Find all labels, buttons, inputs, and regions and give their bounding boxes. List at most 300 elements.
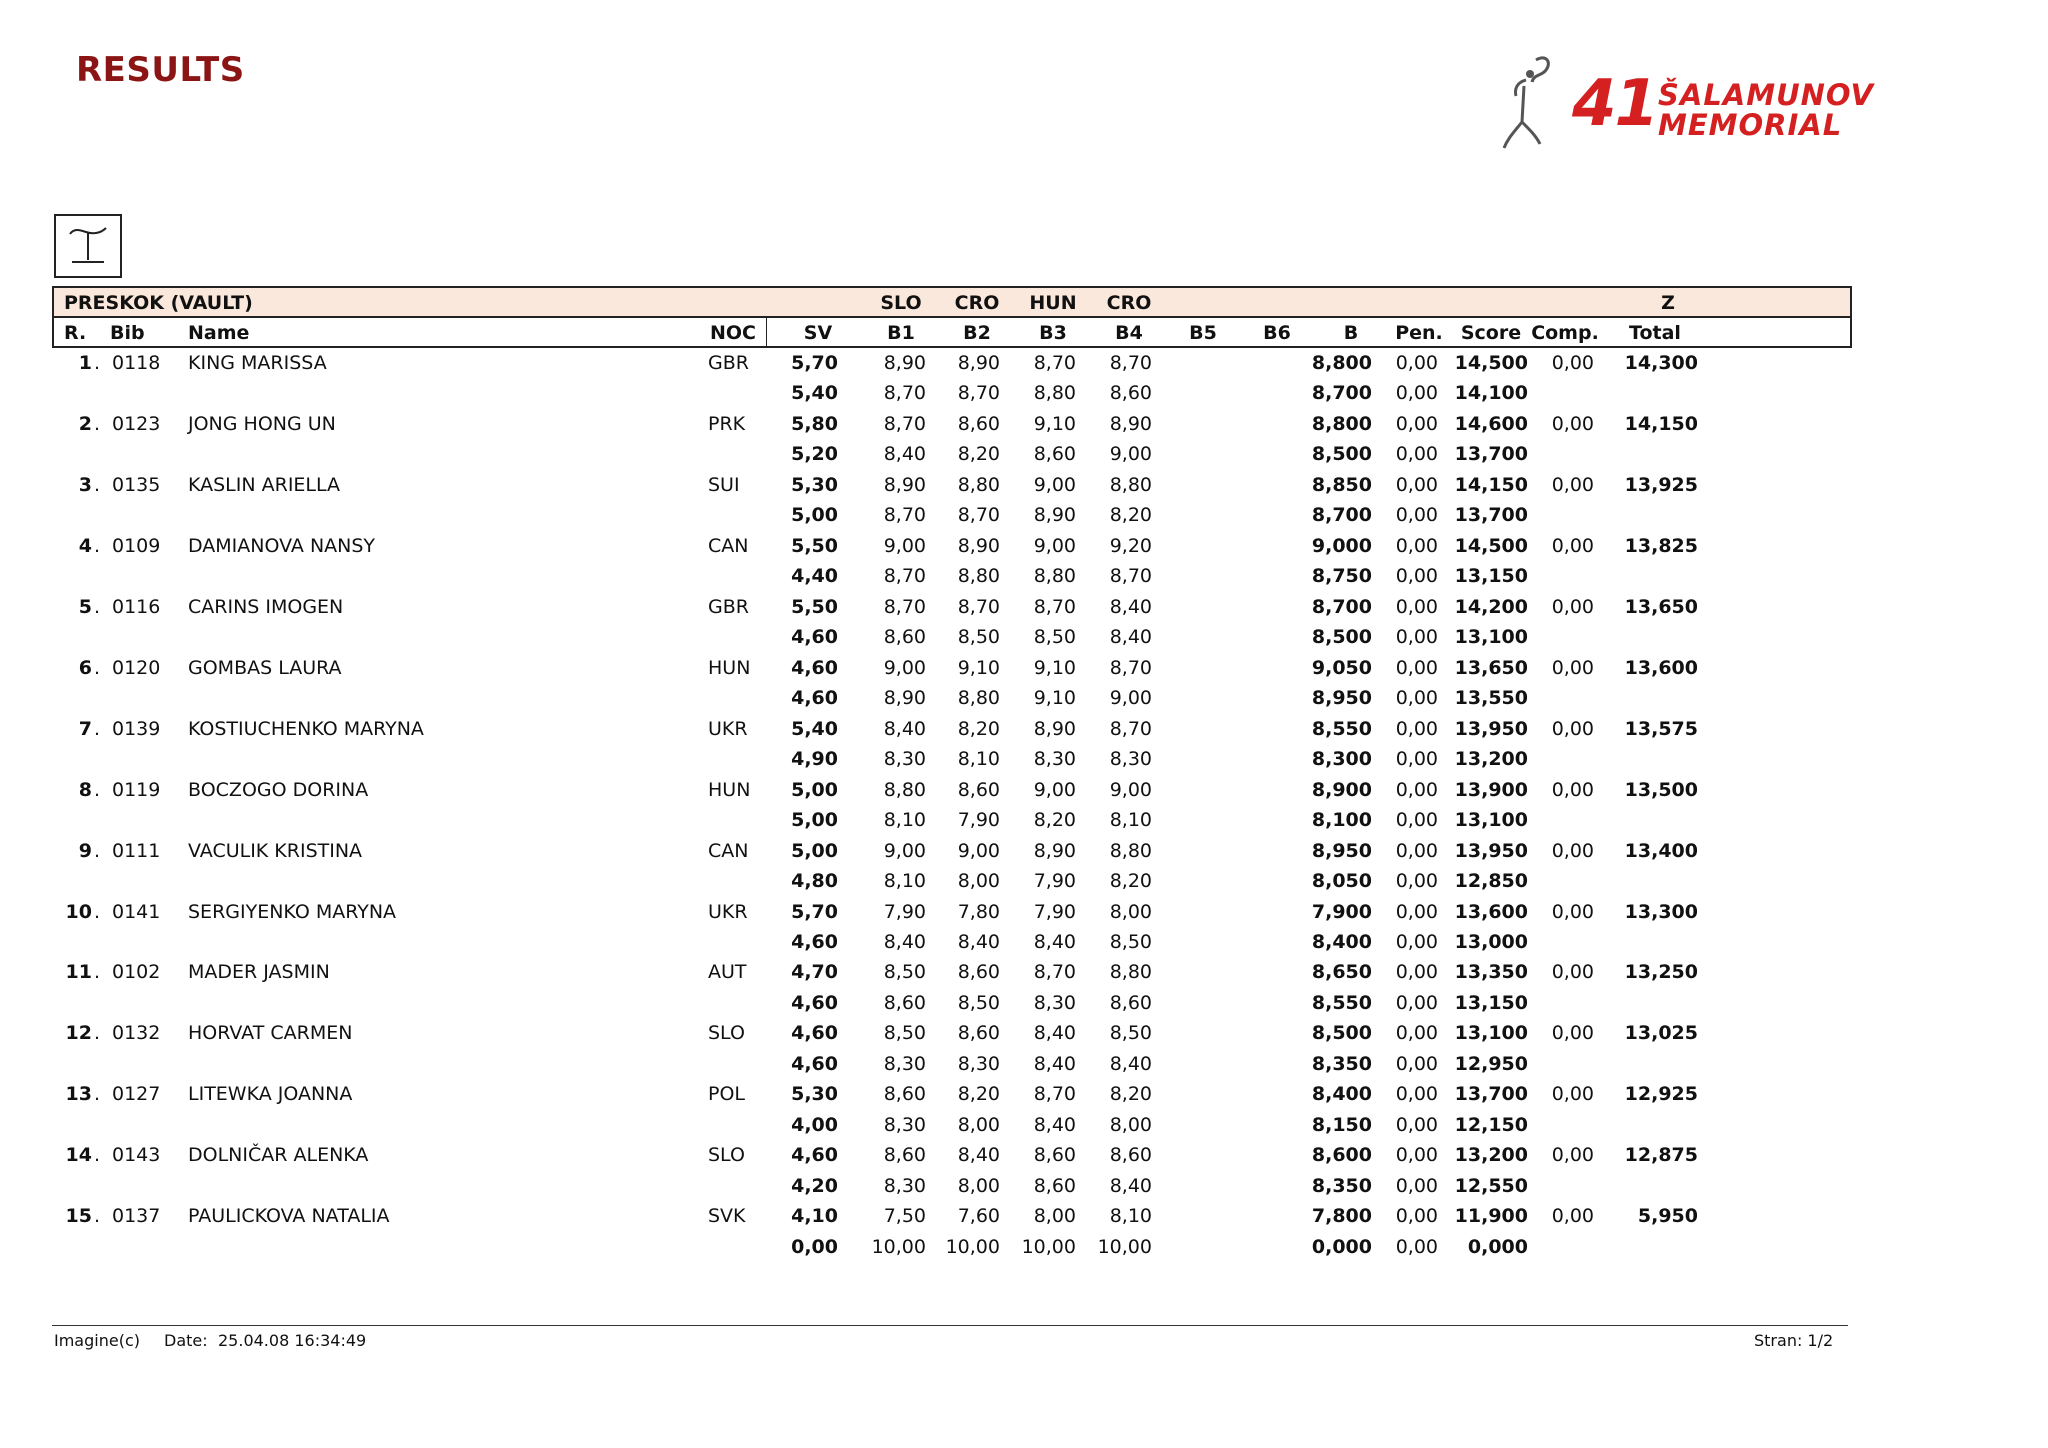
col-b2: B2	[963, 322, 991, 344]
cell-sv: 5,40	[791, 382, 838, 404]
cell-b1: 8,10	[883, 870, 926, 892]
cell-b3: 8,60	[1033, 1144, 1076, 1166]
table-row-second-vault	[52, 561, 1852, 591]
cell-b3: 8,60	[1033, 443, 1076, 465]
col-b6: B6	[1263, 322, 1291, 344]
cell-b2: 8,40	[957, 931, 1000, 953]
cell-b2: 8,80	[957, 565, 1000, 587]
cell-b4: 8,70	[1109, 352, 1152, 374]
cell-bib: 0120	[112, 657, 161, 679]
cell-noc: HUN	[708, 779, 751, 801]
cell-b: 8,850	[1311, 474, 1372, 496]
cell-score: 13,100	[1454, 1022, 1528, 1044]
cell-b2: 8,00	[957, 1114, 1000, 1136]
cell-pen: 0,00	[1395, 565, 1438, 587]
cell-total: 13,825	[1624, 535, 1698, 557]
cell-b4: 8,40	[1109, 1175, 1152, 1197]
cell-b: 8,050	[1311, 870, 1372, 892]
cell-comp: 0,00	[1551, 1022, 1594, 1044]
cell-rank: 1	[78, 352, 92, 374]
judge-nation-1: SLO	[880, 292, 922, 314]
cell-name: JONG HONG UN	[188, 413, 336, 435]
cell-pen: 0,00	[1395, 809, 1438, 831]
col-b: B	[1343, 322, 1359, 344]
logo-line1: ŠALAMUNOV	[1658, 78, 1874, 112]
cell-b1: 8,90	[883, 352, 926, 374]
cell-b2: 8,60	[957, 1022, 1000, 1044]
cell-sv: 4,60	[791, 657, 838, 679]
cell-noc: POL	[708, 1083, 745, 1105]
col-rank: R.	[64, 322, 87, 344]
cell-b: 8,400	[1311, 1083, 1372, 1105]
cell-pen: 0,00	[1395, 352, 1438, 374]
cell-comp: 0,00	[1551, 596, 1594, 618]
cell-comp: 0,00	[1551, 718, 1594, 740]
cell-noc: SLO	[708, 1022, 745, 1044]
cell-b3: 8,90	[1033, 840, 1076, 862]
cell-b2: 8,70	[957, 504, 1000, 526]
cell-b: 0,000	[1311, 1236, 1372, 1258]
cell-b1: 7,90	[883, 901, 926, 923]
cell-score: 13,700	[1454, 443, 1528, 465]
cell-pen: 0,00	[1395, 657, 1438, 679]
cell-b2: 8,20	[957, 443, 1000, 465]
cell-b: 8,700	[1311, 382, 1372, 404]
cell-pen: 0,00	[1395, 504, 1438, 526]
table-row-second-vault	[52, 744, 1852, 774]
cell-total: 13,650	[1624, 596, 1698, 618]
cell-score: 11,900	[1454, 1205, 1528, 1227]
cell-noc: UKR	[708, 901, 748, 923]
cell-total: 14,300	[1624, 352, 1698, 374]
cell-b3: 8,70	[1033, 961, 1076, 983]
cell-score: 13,200	[1454, 1144, 1528, 1166]
cell-score: 13,150	[1454, 992, 1528, 1014]
header-divider	[766, 318, 767, 348]
cell-name: GOMBAS LAURA	[188, 657, 342, 679]
cell-rank: 12	[65, 1022, 92, 1044]
cell-name: SERGIYENKO MARYNA	[188, 901, 397, 923]
cell-b3: 8,70	[1033, 1083, 1076, 1105]
cell-sv: 5,20	[791, 443, 838, 465]
cell-b: 8,550	[1311, 992, 1372, 1014]
cell-pen: 0,00	[1395, 626, 1438, 648]
cell-b4: 8,40	[1109, 626, 1152, 648]
cell-b1: 8,70	[883, 413, 926, 435]
logo-line2: MEMORIAL	[1658, 108, 1843, 142]
cell-sv: 4,60	[791, 992, 838, 1014]
cell-total: 13,250	[1624, 961, 1698, 983]
cell-total: 12,875	[1624, 1144, 1698, 1166]
cell-pen: 0,00	[1395, 535, 1438, 557]
cell-name: DOLNIČAR ALENKA	[188, 1144, 369, 1166]
cell-rank: 8	[78, 779, 92, 801]
cell-b: 8,500	[1311, 626, 1372, 648]
cell-b4: 9,00	[1109, 443, 1152, 465]
cell-pen: 0,00	[1395, 1053, 1438, 1075]
table-row-second-vault	[52, 866, 1852, 896]
cell-bib: 0141	[112, 901, 161, 923]
cell-name: HORVAT CARMEN	[188, 1022, 353, 1044]
cell-sv: 4,60	[791, 1022, 838, 1044]
cell-bib: 0111	[112, 840, 161, 862]
cell-b2: 8,00	[957, 870, 1000, 892]
cell-pen: 0,00	[1395, 443, 1438, 465]
cell-b4: 8,10	[1109, 1205, 1152, 1227]
cell-score: 14,500	[1454, 352, 1528, 374]
cell-noc: GBR	[708, 352, 749, 374]
cell-b2: 8,30	[957, 1053, 1000, 1075]
table-row-second-vault	[52, 439, 1852, 469]
footer-divider	[52, 1325, 1848, 1326]
cell-b4: 8,50	[1109, 931, 1152, 953]
table-row	[52, 1018, 1852, 1048]
table-row-second-vault	[52, 1049, 1852, 1079]
cell-pen: 0,00	[1395, 961, 1438, 983]
cell-pen: 0,00	[1395, 1083, 1438, 1105]
cell-b1: 8,30	[883, 1114, 926, 1136]
judge-nation-2: CRO	[954, 292, 1000, 314]
cell-sv: 0,00	[791, 1236, 838, 1258]
cell-b1: 9,00	[883, 657, 926, 679]
judge-nation-4: CRO	[1106, 292, 1152, 314]
cell-pen: 0,00	[1395, 1236, 1438, 1258]
cell-score: 12,550	[1454, 1175, 1528, 1197]
cell-score: 14,500	[1454, 535, 1528, 557]
cell-name: CARINS IMOGEN	[188, 596, 344, 618]
cell-b4: 9,00	[1109, 687, 1152, 709]
cell-sv: 5,70	[791, 352, 838, 374]
table-row-second-vault	[52, 378, 1852, 408]
cell-b: 8,350	[1311, 1175, 1372, 1197]
cell-sv: 5,40	[791, 718, 838, 740]
cell-b2: 7,90	[957, 809, 1000, 831]
cell-sv: 5,50	[791, 535, 838, 557]
cell-bib: 0132	[112, 1022, 161, 1044]
cell-b1: 8,70	[883, 565, 926, 587]
footer-date: 25.04.08 16:34:49	[218, 1331, 367, 1350]
table-section-header	[52, 286, 1852, 318]
cell-comp: 0,00	[1551, 413, 1594, 435]
cell-name: MADER JASMIN	[188, 961, 330, 983]
cell-pen: 0,00	[1395, 992, 1438, 1014]
cell-score: 13,950	[1454, 840, 1528, 862]
table-row	[52, 714, 1852, 744]
footer-page: Stran: 1/2	[1754, 1331, 1834, 1350]
footer-software: Imagine(c)	[54, 1331, 140, 1350]
cell-b3: 9,00	[1033, 535, 1076, 557]
table-row-second-vault	[52, 1110, 1852, 1140]
cell-b1: 9,00	[883, 535, 926, 557]
cell-b2: 8,70	[957, 382, 1000, 404]
vault-apparatus-icon	[54, 214, 122, 278]
cell-b3: 9,10	[1033, 687, 1076, 709]
cell-b2: 8,20	[957, 718, 1000, 740]
section-title: PRESKOK (VAULT)	[64, 292, 253, 314]
cell-rank: 5	[78, 596, 92, 618]
cell-b4: 9,00	[1109, 779, 1152, 801]
rank-dot: .	[94, 901, 101, 923]
page-title: RESULTS	[76, 50, 245, 90]
cell-b: 8,150	[1311, 1114, 1372, 1136]
cell-score: 13,100	[1454, 626, 1528, 648]
cell-pen: 0,00	[1395, 1175, 1438, 1197]
cell-b4: 8,50	[1109, 1022, 1152, 1044]
cell-comp: 0,00	[1551, 961, 1594, 983]
cell-pen: 0,00	[1395, 1022, 1438, 1044]
cell-b1: 8,50	[883, 961, 926, 983]
cell-bib: 0116	[112, 596, 161, 618]
cell-b2: 8,60	[957, 779, 1000, 801]
col-b3: B3	[1039, 322, 1067, 344]
cell-b3: 8,40	[1033, 1053, 1076, 1075]
cell-total: 12,925	[1624, 1083, 1698, 1105]
cell-score: 14,150	[1454, 474, 1528, 496]
cell-score: 13,550	[1454, 687, 1528, 709]
cell-b4: 8,60	[1109, 1144, 1152, 1166]
cell-b4: 8,80	[1109, 961, 1152, 983]
cell-b4: 8,00	[1109, 1114, 1152, 1136]
cell-b3: 8,40	[1033, 1022, 1076, 1044]
cell-b1: 8,60	[883, 626, 926, 648]
table-row	[52, 409, 1852, 439]
cell-b4: 8,10	[1109, 809, 1152, 831]
cell-b: 8,800	[1311, 352, 1372, 374]
cell-b2: 8,90	[957, 352, 1000, 374]
cell-b2: 8,40	[957, 1144, 1000, 1166]
col-score: Score	[1460, 322, 1522, 344]
cell-rank: 14	[65, 1144, 92, 1166]
cell-b1: 8,40	[883, 931, 926, 953]
table-row-second-vault	[52, 1232, 1852, 1262]
cell-b2: 8,50	[957, 992, 1000, 1014]
cell-name: VACULIK KRISTINA	[188, 840, 363, 862]
cell-b1: 8,50	[883, 1022, 926, 1044]
cell-b2: 8,10	[957, 748, 1000, 770]
col-b5: B5	[1189, 322, 1217, 344]
table-row-second-vault	[52, 927, 1852, 957]
table-row	[52, 653, 1852, 683]
cell-rank: 7	[78, 718, 92, 740]
cell-score: 13,100	[1454, 809, 1528, 831]
cell-b4: 8,80	[1109, 840, 1152, 862]
rank-dot: .	[94, 718, 101, 740]
cell-pen: 0,00	[1395, 931, 1438, 953]
logo-number: 41	[1572, 67, 1658, 141]
cell-score: 14,600	[1454, 413, 1528, 435]
cell-b: 8,700	[1311, 504, 1372, 526]
col-total: Total	[1629, 322, 1681, 344]
cell-b3: 10,00	[1021, 1236, 1076, 1258]
cell-total: 13,575	[1624, 718, 1698, 740]
cell-total: 13,025	[1624, 1022, 1698, 1044]
cell-pen: 0,00	[1395, 901, 1438, 923]
cell-b3: 8,70	[1033, 352, 1076, 374]
rank-dot: .	[94, 657, 101, 679]
footer-date-label: Date:	[164, 1331, 208, 1350]
cell-b3: 8,80	[1033, 382, 1076, 404]
cell-b2: 7,60	[957, 1205, 1000, 1227]
cell-noc: SUI	[708, 474, 740, 496]
cell-b: 8,500	[1311, 1022, 1372, 1044]
cell-bib: 0109	[112, 535, 161, 557]
cell-sv: 4,60	[791, 687, 838, 709]
cell-sv: 5,30	[791, 1083, 838, 1105]
cell-b2: 8,60	[957, 413, 1000, 435]
table-row-second-vault	[52, 805, 1852, 835]
cell-sv: 4,60	[791, 1144, 838, 1166]
rank-dot: .	[94, 1144, 101, 1166]
cell-b3: 8,90	[1033, 718, 1076, 740]
cell-sv: 5,50	[791, 596, 838, 618]
cell-sv: 5,70	[791, 901, 838, 923]
cell-b2: 8,60	[957, 961, 1000, 983]
table-row	[52, 592, 1852, 622]
cell-b: 8,700	[1311, 596, 1372, 618]
cell-rank: 4	[78, 535, 92, 557]
cell-pen: 0,00	[1395, 1205, 1438, 1227]
cell-b2: 8,20	[957, 1083, 1000, 1105]
cell-b1: 8,70	[883, 596, 926, 618]
cell-b: 8,950	[1311, 687, 1372, 709]
cell-b4: 8,70	[1109, 718, 1152, 740]
cell-b3: 8,90	[1033, 504, 1076, 526]
cell-b1: 8,10	[883, 809, 926, 831]
col-b4: B4	[1115, 322, 1143, 344]
cell-sv: 4,20	[791, 1175, 838, 1197]
cell-name: KASLIN ARIELLA	[188, 474, 341, 496]
table-row-second-vault	[52, 988, 1852, 1018]
cell-b: 8,400	[1311, 931, 1372, 953]
cell-noc: GBR	[708, 596, 749, 618]
cell-b1: 8,30	[883, 1175, 926, 1197]
cell-rank: 3	[78, 474, 92, 496]
cell-bib: 0137	[112, 1205, 161, 1227]
table-row-second-vault	[52, 500, 1852, 530]
table-column-header	[52, 316, 1852, 348]
cell-b1: 8,30	[883, 748, 926, 770]
cell-b: 8,650	[1311, 961, 1372, 983]
cell-sv: 5,80	[791, 413, 838, 435]
cell-noc: CAN	[708, 840, 749, 862]
cell-b3: 8,70	[1033, 596, 1076, 618]
cell-score: 13,700	[1454, 504, 1528, 526]
cell-sv: 5,00	[791, 809, 838, 831]
rank-dot: .	[94, 1083, 101, 1105]
col-noc: NOC	[710, 322, 756, 344]
cell-pen: 0,00	[1395, 748, 1438, 770]
cell-b2: 9,00	[957, 840, 1000, 862]
rank-dot: .	[94, 352, 101, 374]
cell-b1: 8,80	[883, 779, 926, 801]
cell-pen: 0,00	[1395, 870, 1438, 892]
cell-b4: 8,20	[1109, 504, 1152, 526]
cell-sv: 5,00	[791, 840, 838, 862]
cell-b1: 7,50	[883, 1205, 926, 1227]
cell-b1: 8,40	[883, 443, 926, 465]
cell-b4: 10,00	[1097, 1236, 1152, 1258]
cell-b: 9,000	[1311, 535, 1372, 557]
cell-score: 14,100	[1454, 382, 1528, 404]
cell-noc: CAN	[708, 535, 749, 557]
cell-rank: 2	[78, 413, 92, 435]
cell-b1: 8,90	[883, 687, 926, 709]
cell-bib: 0119	[112, 779, 161, 801]
cell-rank: 10	[65, 901, 92, 923]
cell-sv: 4,80	[791, 870, 838, 892]
cell-b3: 8,30	[1033, 748, 1076, 770]
cell-sv: 4,60	[791, 626, 838, 648]
cell-b4: 8,40	[1109, 1053, 1152, 1075]
cell-name: KOSTIUCHENKO MARYNA	[188, 718, 424, 740]
cell-b3: 7,90	[1033, 901, 1076, 923]
cell-b2: 7,80	[957, 901, 1000, 923]
table-row-second-vault	[52, 1171, 1852, 1201]
cell-b2: 10,00	[945, 1236, 1000, 1258]
cell-comp: 0,00	[1551, 474, 1594, 496]
cell-rank: 11	[65, 961, 92, 983]
cell-b2: 8,70	[957, 596, 1000, 618]
cell-b3: 8,00	[1033, 1205, 1076, 1227]
rank-dot: .	[94, 779, 101, 801]
cell-b: 8,500	[1311, 443, 1372, 465]
cell-b: 8,600	[1311, 1144, 1372, 1166]
table-row	[52, 1079, 1852, 1109]
cell-b3: 9,00	[1033, 779, 1076, 801]
cell-pen: 0,00	[1395, 413, 1438, 435]
rank-dot: .	[94, 413, 101, 435]
cell-b: 7,900	[1311, 901, 1372, 923]
cell-score: 14,200	[1454, 596, 1528, 618]
cell-b: 8,900	[1311, 779, 1372, 801]
cell-score: 12,150	[1454, 1114, 1528, 1136]
cell-pen: 0,00	[1395, 1114, 1438, 1136]
col-pen: Pen.	[1395, 322, 1443, 344]
cell-b3: 8,80	[1033, 565, 1076, 587]
cell-b1: 8,70	[883, 382, 926, 404]
cell-b: 8,550	[1311, 718, 1372, 740]
cell-name: PAULICKOVA NATALIA	[188, 1205, 390, 1227]
cell-b3: 8,30	[1033, 992, 1076, 1014]
col-name: Name	[188, 322, 250, 344]
cell-name: KING MARISSA	[188, 352, 327, 374]
cell-b2: 8,80	[957, 687, 1000, 709]
cell-b: 7,800	[1311, 1205, 1372, 1227]
cell-b4: 9,20	[1109, 535, 1152, 557]
cell-score: 13,650	[1454, 657, 1528, 679]
cell-b2: 8,50	[957, 626, 1000, 648]
judge-nation-3: HUN	[1029, 292, 1077, 314]
cell-b3: 8,50	[1033, 626, 1076, 648]
cell-b3: 7,90	[1033, 870, 1076, 892]
cell-b3: 8,20	[1033, 809, 1076, 831]
cell-pen: 0,00	[1395, 474, 1438, 496]
cell-pen: 0,00	[1395, 840, 1438, 862]
cell-pen: 0,00	[1395, 382, 1438, 404]
cell-sv: 4,10	[791, 1205, 838, 1227]
table-row	[52, 775, 1852, 805]
cell-sv: 4,00	[791, 1114, 838, 1136]
cell-score: 13,700	[1454, 1083, 1528, 1105]
cell-score: 12,850	[1454, 870, 1528, 892]
cell-b: 9,050	[1311, 657, 1372, 679]
cell-total: 13,400	[1624, 840, 1698, 862]
cell-noc: HUN	[708, 657, 751, 679]
cell-b3: 8,60	[1033, 1175, 1076, 1197]
cell-score: 13,150	[1454, 565, 1528, 587]
cell-b4: 8,40	[1109, 596, 1152, 618]
cell-pen: 0,00	[1395, 596, 1438, 618]
